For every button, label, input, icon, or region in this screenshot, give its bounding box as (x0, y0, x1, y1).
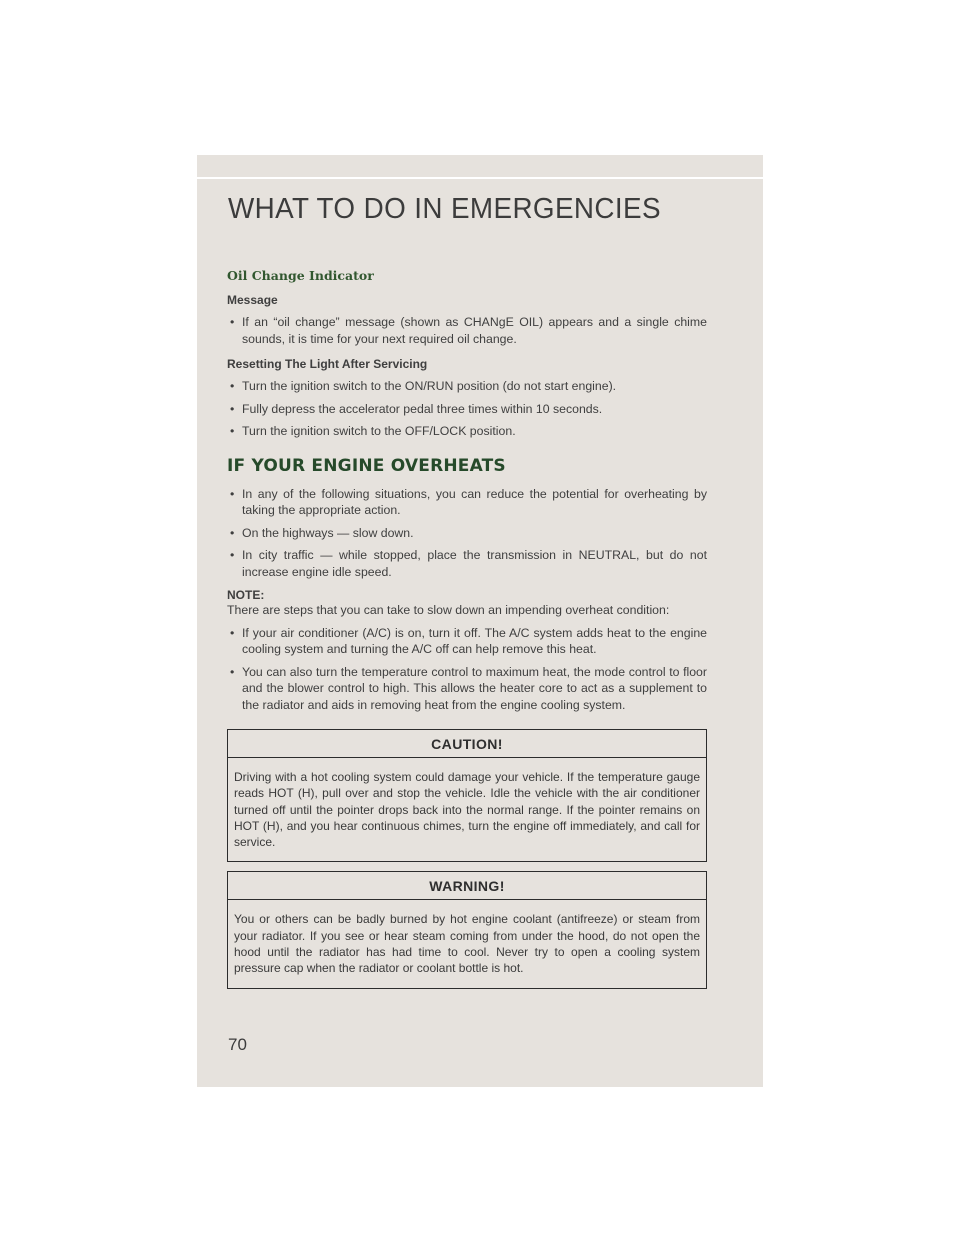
overheat-heading: IF YOUR ENGINE OVERHEATS (227, 455, 506, 476)
list-item-text: In city traffic — while stopped, place the transmission in NEUTRAL, but do not increase engine idle speed. (242, 548, 707, 579)
list-item (227, 401, 707, 418)
list-item (227, 378, 707, 395)
list-item (227, 314, 707, 347)
caution-text: Driving with a hot cooling system could damage your vehicle. If the temperature gauge reads HOT (H), pull over and stop the vehicle. Idle the vehicle with the air conditioner turned off until the pointer drops back into the normal range. If the pointer remains on HOT (H), and you hear continuous chimes, turn the engine off immediately, and call for service. (234, 770, 700, 850)
message-label: Message (227, 293, 278, 307)
oil-change-heading: Oil Change Indicator (227, 268, 374, 283)
list-item-text: If an “oil change” message (shown as CHANgE OIL) appears and a single chime sounds, it is time for your next required oil change. (242, 315, 707, 346)
warning-title: WARNING! (228, 872, 706, 900)
reset-label: Resetting The Light After Servicing (227, 357, 428, 371)
list-item (227, 664, 707, 714)
header-rule (197, 177, 763, 179)
list-item-text: Turn the ignition switch to the ON/RUN position (do not start engine). (242, 379, 617, 393)
bullet-icon: • (230, 625, 235, 640)
note-text: There are steps that you can take to slow down an impending overheat condition: (227, 603, 670, 617)
list-item (227, 486, 707, 519)
overheat-list (227, 486, 707, 581)
caution-box (227, 729, 707, 862)
message-list (227, 314, 707, 347)
list-item (227, 525, 707, 542)
bullet-icon: • (230, 525, 235, 540)
list-item (227, 625, 707, 658)
bullet-icon: • (230, 664, 235, 679)
page-number: 70 (228, 1035, 247, 1054)
list-item-text: If your air conditioner (A/C) is on, turn it off. The A/C system adds heat to the engine cooling system and turning the A/C off can help remove this heat. (242, 625, 707, 656)
chapter-title: WHAT TO DO IN EMERGENCIES (228, 193, 661, 225)
bullet-icon: • (230, 548, 235, 562)
list-item-text: You can also turn the temperature control to maximum heat, the mode control to floor and the blower control to high. This allows the heater core to act as a supplement to the radiator and aids in removing heat from the engine cooling system. (242, 664, 707, 712)
bullet-icon: • (230, 486, 235, 501)
note-list (227, 625, 707, 714)
bullet-icon: • (230, 424, 235, 438)
page-content (227, 268, 707, 989)
list-item-text: On the highways — slow down. (242, 525, 414, 540)
caution-title: CAUTION! (228, 730, 706, 758)
list-item-text: Turn the ignition switch to the OFF/LOCK position. (242, 424, 516, 438)
list-item-text: In any of the following situations, you can reduce the potential for overheating by taking the appropriate action. (242, 486, 707, 517)
warning-text: You or others can be badly burned by hot engine coolant (antifreeze) or steam from your radiator. If you see or hear steam coming from under the hood, do not open the hood until the radiator has had time to cool. Never try to open a cooling system pressure cap when the radiator or coolant bottle is hot. (234, 912, 700, 976)
manual-page (197, 155, 763, 1087)
reset-list (227, 378, 707, 440)
list-item-text: Fully depress the accelerator pedal three times within 10 seconds. (242, 401, 603, 416)
bullet-icon: • (230, 379, 235, 393)
list-item (227, 423, 707, 440)
warning-box (227, 871, 707, 988)
bullet-icon: • (230, 315, 235, 329)
bullet-icon: • (230, 401, 235, 416)
list-item (227, 547, 707, 580)
note-label: NOTE: (227, 588, 265, 602)
